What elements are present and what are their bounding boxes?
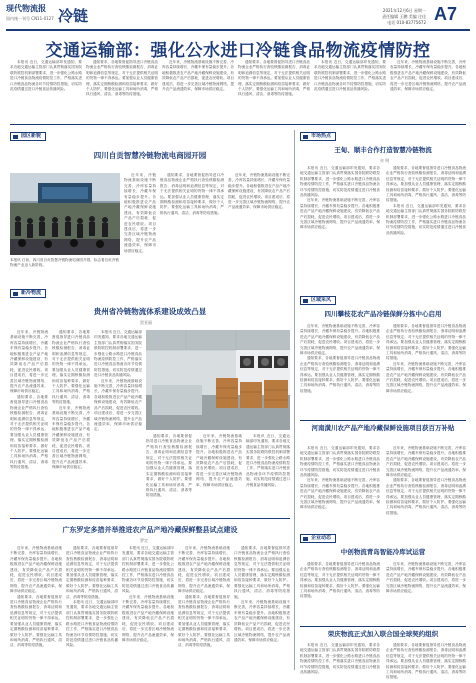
masthead-info [306, 8, 426, 26]
sichuan-text-1: 近年来，冷链物流基础设施不断完善，冷库容量持续增长，冷藏车保有量稳步提升。各地积极推进农产品产地冷藏保鲜设施建设，有效降低农产品产后损耗，促进农民增收。项目建成后，将进一步完善区域冷链物流网络，提升农产品流通效率，保障市场供应稳定。 [124, 173, 156, 253]
guangdong-text-1: 近年来，冷链物流基础设施不断完善，冷库容量持续增长，冷藏车保有量稳步提升。各地积极推进农产品产地冷藏保鲜设施建设，有效降低农产品产后损耗，促进农民增收。项目建成后，将进一步完善区域冷链物流网络，提升农产品流通效率，保障市场供应稳定。 [10, 546, 62, 594]
guangdong-text-3b: 近年来，冷链物流基础设施不断完善，冷库容量持续增长，冷藏车保有量稳步提升。各地积极推进农产品产地冷藏保鲜设施建设，有效降低农产品产后损耗，促进农民增收。项目建成后，将进一步完善区域冷链物流网络，提升农产品流通效率，保障市场供应稳定。 [122, 594, 174, 642]
editor-line: 责任编辑 王鹏 美编 庄佳 [382, 14, 426, 19]
date-line: 2021年12月6日 星期一 [382, 8, 426, 13]
henan-col-2 [386, 446, 466, 528]
panzhihua-text-1b: 通知要求，各地要督促指导进口冷链食品物流企业严格执行查验核酸检测报告、消毒证明和追溯信息等规定，对于无法提供相关证明的货物一律不得承运。要加强从业人员健康管理，落实定期核酸检测和疫苗接种要求，做好个人防护。要强化运输工具和场所消毒，严格执行通风、清洁、消毒等防疫措施。 [300, 356, 380, 393]
cmb-col-2 [386, 562, 466, 622]
lead-text-6: 近年来，冷链物流基础设施不断完善，冷库容量持续增长，冷藏车保有量稳步提升。各地积极推进农产品产地冷藏保鲜设施建设，有效降低农产品产后损耗，促进农民增收。项目建成后，将进一步完善区域冷链物流网络，提升农产品流通效率，保障市场供应稳定。 [390, 60, 466, 92]
guangdong-text-5b: 近年来，冷链物流基础设施不断完善，冷库容量持续增长，冷藏车保有量稳步提升。各地积极推进农产品产地冷藏保鲜设施建设，有效降低农产品产后损耗，促进农民增收。项目建成后，将进一步完善区域冷链物流网络，提升农产品流通效率，保障市场供应稳定。 [234, 600, 290, 642]
henan-col-1 [300, 446, 380, 528]
guangdong-col-1 [10, 546, 62, 676]
logo-title: 现代物流报 [6, 4, 46, 13]
guizhou-col-6 [246, 434, 290, 514]
henan-text-1: 本报讯 近日，交通运输部印发通知，要求各地交通运输主管部门认真贯彻落实国务院联防联控机制部署要求，进一步强化公路水路进口冷链食品物流疫情防控工作，严格落实进口冷链食品物流各环节疫情防控措施，切实防范疫情通过进口冷链食品传播风险。 [300, 446, 380, 478]
sichuan-col-2 [160, 173, 224, 279]
tag-park: 园区新貌 [10, 132, 46, 141]
sichuan-col-3 [228, 173, 290, 279]
guangdong-text-1b: 通知要求，各地要督促指导进口冷链食品物流企业严格执行查验核酸检测报告、消毒证明和追溯信息等规定，对于无法提供相关证明的货物一律不得承运。要加强从业人员健康管理，落实定期核酸检测和疫苗接种要求，做好个人防护。要强化运输工具和场所消毒，严格执行通风、清洁、消毒等防疫措施。 [10, 594, 62, 648]
rongqing-title: 荣庆物流正式加入联合国全球契约组织 [327, 630, 439, 638]
sichuan-text-3: 近年来，冷链物流基础设施不断完善，冷库容量持续增长，冷藏车保有量稳步提升。各地积极推进农产品产地冷藏保鲜设施建设，有效降低农产品产后损耗，促进农民增收。项目建成后，将进一步完善区域冷链物流网络，提升农产品流通效率，保障市场供应稳定。 [228, 173, 290, 210]
top-rule [6, 29, 470, 31]
guangdong-col-4 [178, 546, 230, 676]
tag-new-cold: 新冷物流 [10, 289, 46, 298]
tag-regional: 区域采风 [300, 296, 336, 305]
rongqing-text-2: 通知要求，各地要督促指导进口冷链食品物流企业严格执行查验核酸检测报告、消毒证明和追溯信息等规定，对于无法提供相关证明的货物一律不得承运。要加强从业人员健康管理，落实定期核酸检测和疫苗接种要求，做好个人防护。要强化运输工具和场所消毒，严格执行通风、清洁、消毒等防疫措施。 [386, 643, 466, 679]
guangdong-text-4b: 通知要求，各地要督促指导进口冷链食品物流企业严格执行查验核酸检测报告、消毒证明和追溯信息等规定，对于无法提供相关证明的货物一律不得承运。要加强从业人员健康管理，落实定期核酸检测和疫苗接种要求，做好个人防护。要强化运输工具和场所消毒，严格执行通风、清洁、消毒等防疫措施。 [178, 594, 230, 648]
guizhou-title: 贵州省冷链物流体系建设成效凸显 [93, 307, 207, 316]
lead-divider [10, 124, 466, 125]
guizhou-col-1 [10, 330, 48, 514]
lead-text-3: 近年来，冷链物流基础设施不断完善，冷库容量持续增长，冷藏车保有量稳步提升。各地积极推进农产品产地冷藏保鲜设施建设，有效降低农产品产后损耗，促进农民增收。项目建成后，将进一步完善区域冷链物流网络，提升农产品流通效率，保障市场供应稳定。 [162, 60, 234, 92]
lead-col-3 [162, 60, 234, 122]
sichuan-title: 四川自贡智慧冷链物流电商园开园 [93, 151, 207, 160]
cmb-title: 中创物流青岛智能冷库试运营 [340, 548, 426, 556]
section-name: 冷链 [58, 7, 89, 25]
lead-col-4 [238, 60, 310, 122]
guangdong-text-5: 通知要求，各地要督促指导进口冷链食品物流企业严格执行查验核酸检测报告、消毒证明和追溯信息等规定，对于无法提供相关证明的货物一律不得承运。要加强从业人员健康管理，落实定期核酸检测和疫苗接种要求，做好个人防护。要强化运输工具和场所消毒，严格执行通风、清洁、消毒等防疫措施。 [234, 546, 290, 599]
guangdong-col-5 [234, 546, 290, 676]
cmb-text-1: 通知要求，各地要督促指导进口冷链食品物流企业严格执行查验核酸检测报告、消毒证明和追溯信息等规定，对于无法提供相关证明的货物一律不得承运。要加强从业人员健康管理，落实定期核酸检测和疫苗接种要求，做好个人防护。要强化运输工具和场所消毒，严格执行通风、清洁、消毒等防疫措施。 [300, 562, 380, 599]
henan-title: 河南潢川农产品产地冷藏保鲜设施项目获百万补贴 [311, 424, 455, 432]
cmb-text-2: 近年来，冷链物流基础设施不断完善，冷库容量持续增长，冷藏车保有量稳步提升。各地积极推进农产品产地冷藏保鲜设施建设，有效降低农产品产后损耗，促进农民增收。项目建成后，将进一步完善区域冷链物流网络，提升农产品流通效率，保障市场供应稳定。 [386, 562, 466, 594]
wangdun-text-2: 通知要求，各地要督促指导进口冷链食品物流企业严格执行查验核酸检测报告、消毒证明和追溯信息等规定，对于无法提供相关证明的货物一律不得承运。要加强从业人员健康管理，落实定期核酸检测和疫苗接种要求，做好个人防护。要强化运输工具和场所消毒，严格执行通风、清洁、消毒等防疫措施。 [386, 166, 466, 203]
tag-market: 市场热点 [300, 132, 336, 141]
guizhou-text-3b: 近年来，冷链物流基础设施不断完善，冷库容量持续增长，冷藏车保有量稳步提升。各地积极推进农产品产地冷藏保鲜设施建设，有效降低农产品产后损耗，促进农民增收。项目建成后，将进一步完善区域冷链物流网络，提升农产品流通效率，保障市场供应稳定。 [94, 378, 142, 432]
panzhihua-col-1 [300, 324, 380, 416]
panzhihua-text-1: 近年来，冷链物流基础设施不断完善，冷库容量持续增长，冷藏车保有量稳步提升。各地积极推进农产品产地冷藏保鲜设施建设，有效降低农产品产后损耗，促进农民增收。项目建成后，将进一步完善区域冷链物流网络，提升农产品流通效率，保障市场供应稳定。 [300, 324, 380, 356]
panzhihua-title: 四川攀枝花农产品冷链保鲜分拣中心启用 [324, 310, 442, 318]
henan-text-2b: 通知要求，各地要督促指导进口冷链食品物流企业严格执行查验核酸检测报告、消毒证明和追溯信息等规定，对于无法提供相关证明的货物一律不得承运。要加强从业人员健康管理，落实定期核酸检测和疫苗接种要求，做好个人防护。要强化运输工具和场所消毒，严格执行通风、清洁、消毒等防疫措施。 [386, 478, 466, 515]
panzhihua-col-2 [386, 324, 466, 416]
wangdun-text-1: 本报讯 近日，交通运输部印发通知，要求各地交通运输主管部门认真贯彻落实国务院联防联控机制部署要求，进一步强化公路水路进口冷链食品物流疫情防控工作，严格落实进口冷链食品物流各环节疫情防控措施，切实防范疫情通过进口冷链食品传播风险。 [300, 166, 380, 198]
guizhou-text-1: 近年来，冷链物流基础设施不断完善，冷库容量持续增长，冷藏车保有量稳步提升。各地积极推进农产品产地冷藏保鲜设施建设，有效降低农产品产后损耗，促进农民增收。项目建成后，将进一步完善区域冷链物流网络，提升农产品流通效率，保障市场供应稳定。 [10, 330, 48, 394]
panzhihua-text-2: 通知要求，各地要督促指导进口冷链食品物流企业严格执行查验核酸检测报告、消毒证明和追溯信息等规定，对于无法提供相关证明的货物一律不得承运。要加强从业人员健康管理，落实定期核酸检测和疫苗接种要求，做好个人防护。要强化运输工具和场所消毒，严格执行通风、清洁、消毒等防疫措施。 [386, 324, 466, 361]
guizhou-text-2: 通知要求，各地要督促指导进口冷链食品物流企业严格执行查验核酸检测报告、消毒证明和追溯信息等规定，对于无法提供相关证明的货物一律不得承运。要加强从业人员健康管理，落实定期核酸检测和疫苗接种要求，做好个人防护。要强化运输工具和场所消毒，严格执行通风、清洁、消毒等防疫措施。 [52, 330, 90, 405]
wangdun-author: 亦 明 [380, 158, 390, 163]
wangdun-title: 王甸、顺丰合作打造智慧冷链物流 [334, 146, 432, 154]
wangdun-text-2b: 本报讯 近日，交通运输部印发通知，要求各地交通运输主管部门认真贯彻落实国务院联防联控机制部署要求，进一步强化公路水路进口冷链食品物流疫情防控工作，严格落实进口冷链食品物流各环节疫情防控措施，切实防范疫情通过进口冷链食品传播风险。 [386, 203, 466, 235]
lead-col-5 [314, 60, 386, 122]
phone-line: 电话 010-83775672 [387, 20, 426, 25]
guizhou-author: 贺亚丽 [140, 320, 152, 325]
wangdun-col-1 [300, 166, 380, 290]
lead-col-6 [390, 60, 466, 122]
lead-text-1: 本报讯 近日，交通运输部印发通知，要求各地交通运输主管部门认真贯彻落实国务院联防联控机制部署要求，进一步强化公路水路进口冷链食品物流疫情防控工作，严格落实进口冷链食品物流各环节疫情防控措施，切实防范疫情通过进口冷链食品传播风险。 [10, 60, 82, 92]
masthead [6, 4, 470, 28]
guizhou-text-5: 近年来，冷链物流基础设施不断完善，冷库容量持续增长，冷藏车保有量稳步提升。各地积极推进农产品产地冷藏保鲜设施建设，有效降低农产品产后损耗，促进农民增收。项目建成后，将进一步完善区域冷链物流网络，提升农产品流通效率，保障市场供应稳定。 [196, 434, 242, 487]
rongqing-col-2 [386, 643, 466, 679]
guangdong-text-2b: 本报讯 近日，交通运输部印发通知，要求各地交通运输主管部门认真贯彻落实国务院联防联控机制部署要求，进一步强化公路水路进口冷链食品物流疫情防控工作，严格落实进口冷链食品物流各环节疫情防控措施，切实防范疫情通过进口冷链食品传播风险。 [66, 600, 118, 648]
guizhou-text-6: 本报讯 近日，交通运输部印发通知，要求各地交通运输主管部门认真贯彻落实国务院联防联控机制部署要求，进一步强化公路水路进口冷链食品物流疫情防控工作，严格落实进口冷链食品物流各环节疫情防控措施，切实防范疫情通过进口冷链食品传播风险。 [246, 434, 290, 487]
panzhihua-text-2b: 近年来，冷链物流基础设施不断完善，冷库容量持续增长，冷藏车保有量稳步提升。各地积极推进农产品产地冷藏保鲜设施建设，有效降低农产品产后损耗，促进农民增收。项目建成后，将进一步完善区域冷链物流网络，提升农产品流通效率，保障市场供应稳定。 [386, 361, 466, 393]
guizhou-col-2 [52, 330, 90, 514]
column-divider [294, 130, 295, 670]
cmb-col-1 [300, 562, 380, 622]
henan-text-2: 近年来，冷链物流基础设施不断完善，冷库容量持续增长，冷藏车保有量稳步提升。各地积极推进农产品产地冷藏保鲜设施建设，有效降低农产品产后损耗，促进农民增收。项目建成后，将进一步完善区域冷链物流网络，提升农产品流通效率，保障市场供应稳定。 [386, 446, 466, 478]
lead-text-4: 通知要求，各地要督促指导进口冷链食品物流企业严格执行查验核酸检测报告、消毒证明和追溯信息等规定，对于无法提供相关证明的货物一律不得承运。要加强从业人员健康管理，落实定期核酸检测和疫苗接种要求，做好个人防护。要强化运输工具和场所消毒，严格执行通风、清洁、消毒等防疫措施。 [238, 60, 310, 97]
guizhou-text-4: 通知要求，各地要督促指导进口冷链食品物流企业严格执行查验核酸检测报告、消毒证明和追溯信息等规定，对于无法提供相关证明的货物一律不得承运。要加强从业人员健康管理，落实定期核酸检测和疫苗接种要求，做好个人防护。要强化运输工具和场所消毒，严格执行通风、清洁、消毒等防疫措施。 [146, 434, 192, 498]
coldstorage-photo [146, 330, 290, 430]
sichuan-col-1 [124, 173, 156, 279]
rongqing-divider [300, 626, 466, 627]
rongqing-col-1 [300, 643, 380, 679]
page-number: A7 [434, 4, 458, 24]
guangdong-text-4: 近年来，冷链物流基础设施不断完善，冷库容量持续增长，冷藏车保有量稳步提升。各地积极推进农产品产地冷藏保鲜设施建设，有效降低农产品产后损耗，促进农民增收。项目建成后，将进一步完善区域冷链物流网络，提升农产品流通效率，保障市场供应稳定。 [178, 546, 230, 594]
wangdun-text-1b: 近年来，冷链物流基础设施不断完善，冷库容量持续增长，冷藏车保有量稳步提升。各地积极推进农产品产地冷藏保鲜设施建设，有效降低农产品产后损耗，促进农民增收。项目建成后，将进一步完善区域冷链物流网络，提升农产品流通效率，保障市场供应稳定。 [300, 198, 380, 230]
guizhou-col-5 [196, 434, 242, 514]
guizhou-col-3 [94, 330, 142, 514]
henan-text-1b: 近年来，冷链物流基础设施不断完善，冷库容量持续增长，冷藏车保有量稳步提升。各地积极推进农产品产地冷藏保鲜设施建设，有效降低农产品产后损耗，促进农民增收。项目建成后，将进一步完善区域冷链物流网络，提升农产品流通效率，保障市场供应稳定。 [300, 478, 380, 510]
guangdong-text-3: 本报讯 近日，交通运输部印发通知，要求各地交通运输主管部门认真贯彻落实国务院联防联控机制部署要求，进一步强化公路水路进口冷链食品物流疫情防控工作，严格落实进口冷链食品物流各环节疫情防控措施，切实防范疫情通过进口冷链食品传播风险。 [122, 546, 174, 594]
rongqing-text-1: 本报讯 近日，交通运输部印发通知，要求各地交通运输主管部门认真贯彻落实国务院联防联控机制部署要求，进一步强化公路水路进口冷链食品物流疫情防控工作，严格落实进口冷链食品物流各环节疫情防控措施，切实防范疫情通过进口冷链食品传播风险。 [300, 643, 380, 675]
guangdong-divider [10, 518, 290, 519]
logo-sub: 国内统一刊号 CN11-0127 [6, 16, 54, 21]
lead-text-5: 本报讯 近日，交通运输部印发通知，要求各地交通运输主管部门认真贯彻落实国务院联防联控机制部署要求，进一步强化公路水路进口冷链食品物流疫情防控工作，严格落实进口冷链食品物流各环节疫情防控措施，切实防范疫情通过进口冷链食品传播风险。 [314, 60, 386, 92]
guizhou-col-4 [146, 434, 192, 514]
guangdong-text-2: 通知要求，各地要督促指导进口冷链食品物流企业严格执行查验核酸检测报告、消毒证明和追溯信息等规定，对于无法提供相关证明的货物一律不得承运。要加强从业人员健康管理，落实定期核酸检测和疫苗接种要求，做好个人防护。要强化运输工具和场所消毒，严格执行通风、清洁、消毒等防疫措施。 [66, 546, 118, 599]
lead-text-2: 通知要求，各地要督促指导进口冷链食品物流企业严格执行查验核酸检测报告、消毒证明和追溯信息等规定，对于无法提供相关证明的货物一律不得承运。要加强从业人员健康管理，落实定期核酸检测和疫苗接种要求，做好个人防护。要强化运输工具和场所消毒，严格执行通风、清洁、消毒等防疫措施。 [86, 60, 158, 97]
sichuan-photo [10, 173, 120, 255]
guizhou-text-2b: 近年来，冷链物流基础设施不断完善，冷库容量持续增长，冷藏车保有量稳步提升。各地积极推进农产品产地冷藏保鲜设施建设，有效降低农产品产后损耗，促进农民增收。项目建成后，将进一步完善区域冷链物流网络，提升农产品流通效率，保障市场供应稳定。 [52, 405, 90, 470]
sichuan-text-2: 通知要求，各地要督促指导进口冷链食品物流企业严格执行查验核酸检测报告、消毒证明和追溯信息等规定，对于无法提供相关证明的货物一律不得承运。要加强从业人员健康管理，落实定期核酸检测和疫苗接种要求，做好个人防护。要强化运输工具和场所消毒，严格执行通风、清洁、消毒等防疫措施。 [160, 173, 224, 215]
tag-enterprise: 企业动态 [300, 534, 336, 543]
wangdun-col-2 [386, 166, 466, 290]
newspaper-logo [6, 4, 56, 26]
guangdong-title: 广东罗定多措并举推进农产品产地冷藏保鲜整县试点建设 [62, 525, 238, 534]
henan-divider [300, 420, 466, 421]
guangdong-col-2 [66, 546, 118, 676]
lead-col-1 [10, 60, 82, 122]
guizhou-text-3: 本报讯 近日，交通运输部印发通知，要求各地交通运输主管部门认真贯彻落实国务院联防联控机制部署要求，进一步强化公路水路进口冷链食品物流疫情防控工作，严格落实进口冷链食品物流各环节疫情防控措施，切实防范疫情通过进口冷链食品传播风险。 [94, 330, 142, 378]
guizhou-text-1b: 通知要求，各地要督促指导进口冷链食品物流企业严格执行查验核酸检测报告、消毒证明和追溯信息等规定，对于无法提供相关证明的货物一律不得承运。要加强从业人员健康管理，落实定期核酸检测和疫苗接种要求，做好个人防护。要强化运输工具和场所消毒，严格执行通风、清洁、消毒等防疫措施。 [10, 394, 48, 470]
lead-col-2 [86, 60, 158, 122]
guangdong-col-3 [122, 546, 174, 676]
main-headline: 交通运输部：强化公水进口冷链食品物流疫情防控 [45, 41, 431, 61]
sichuan-caption: 本报讯 日前，四川省自贡智慧冷链物流电商园开园，标志着自贡冷链物流产业迈入新阶段。 [10, 258, 119, 268]
guangdong-author: 罗定 [140, 538, 148, 543]
